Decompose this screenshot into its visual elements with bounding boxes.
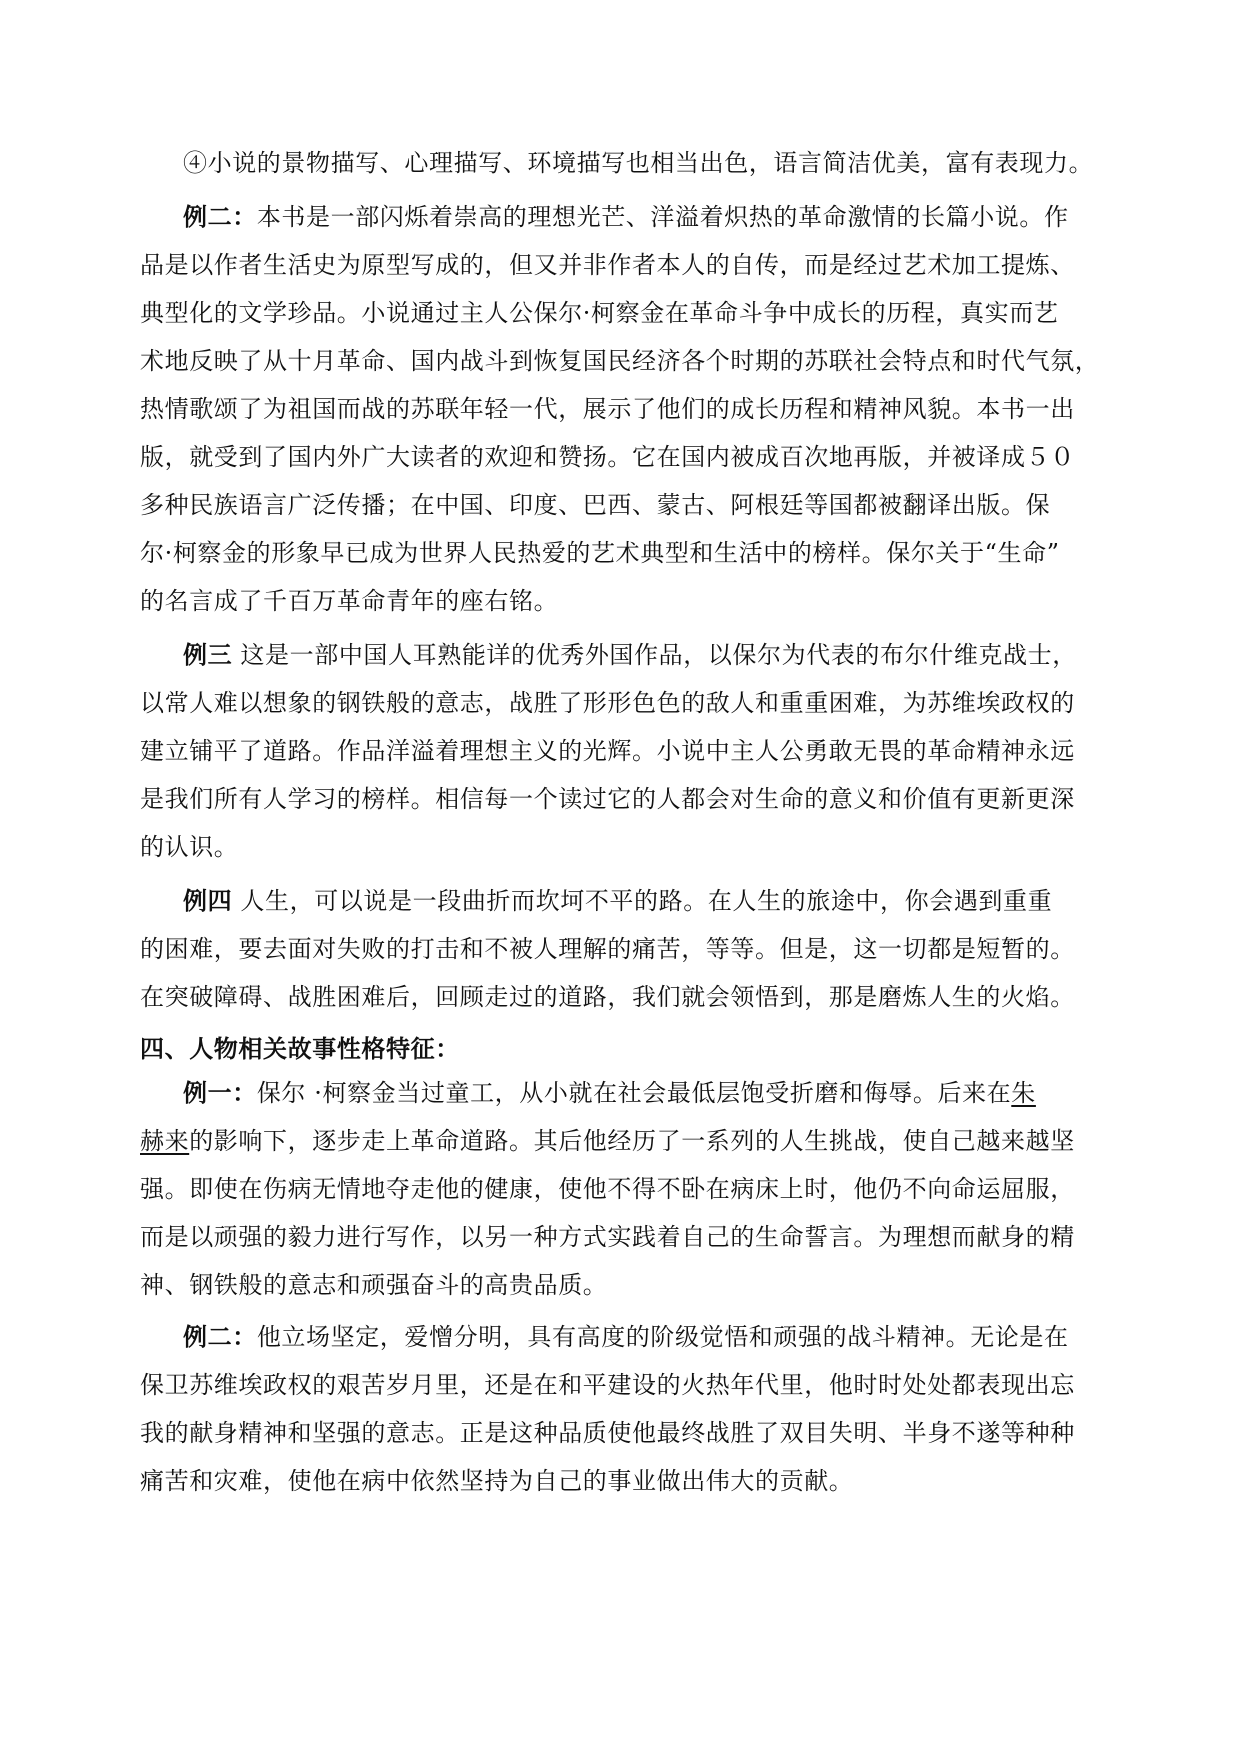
example2-line-5: 热情歌颂了为祖国而战的苏联年轻一代，展示了他们的成长历程和精神风貌。本书一出: [140, 395, 1075, 423]
example2-line-2: 品是以作者生活史为原型写成的，但又并非作者本人的自传，而是经过艺术加工提炼、: [140, 251, 1075, 279]
example2-line-4: 术地反映了从十月革命、国内战斗到恢复国民经济各个时期的苏联社会特点和时代气氛，: [140, 347, 1100, 375]
char-example1-line-4: 而是以顽强的毅力进行写作，以另一种方式实践着自己的生命誓言。为理想而献身的精: [140, 1223, 1075, 1251]
example2-line-8: 尔·柯察金的形象早已成为世界人民热爱的艺术典型和生活中的榜样。保尔关于“生命”: [140, 539, 1060, 567]
char-example2-label: 例二：: [183, 1322, 257, 1351]
example2-line-6: 版，就受到了国内外广大读者的欢迎和赞扬。它在国内被成百次地再版，并被译成５０: [140, 443, 1075, 471]
point4-line-1: ④小说的景物描写、心理描写、环境描写也相当出色，语言简洁优美，富有表现力。: [183, 149, 1094, 177]
char-example2-line-1: 例二：他立场坚定，爱憎分明，具有高度的阶级觉悟和顽强的战斗精神。无论是在: [183, 1322, 1069, 1351]
char-example1-line-5: 神、钢铁般的意志和顽强奋斗的高贵品质。: [140, 1271, 608, 1299]
example3-label: 例三: [183, 640, 233, 669]
example4-label: 例四: [183, 886, 233, 915]
example3-line-2: 以常人难以想象的钢铁般的意志，战胜了形形色色的敌人和重重困难，为苏维埃政权的: [140, 689, 1075, 717]
example3-line-3: 建立铺平了道路。作品洋溢着理想主义的光辉。小说中主人公勇敢无畏的革命精神永远: [140, 737, 1075, 765]
example4-line-1: 例四 人生，可以说是一段曲折而坎坷不平的路。在人生的旅途中，你会遇到重重: [183, 886, 1053, 915]
example3-line-1: 例三 这是一部中国人耳熟能详的优秀外国作品，以保尔为代表的布尔什维克战士，: [183, 640, 1077, 669]
char-example1-label: 例一：: [183, 1078, 257, 1107]
example2-line-7: 多种民族语言广泛传播；在中国、印度、巴西、蒙古、阿根廷等国都被翻译出版。保: [140, 491, 1051, 519]
example4-line-3: 在突破障碍、战胜困难后，回顾走过的道路，我们就会领悟到，那是磨炼人生的火焰。: [140, 983, 1075, 1011]
char-example2-line-4: 痛苦和灾难，使他在病中依然坚持为自己的事业做出伟大的贡献。: [140, 1467, 854, 1495]
char-example2-line-2: 保卫苏维埃政权的艰苦岁月里，还是在和平建设的火热年代里，他时时处处都表现出忘: [140, 1371, 1075, 1399]
example2-line-9: 的名言成了千百万革命青年的座右铭。: [140, 587, 559, 615]
char-example1-line-2: 赫来的影响下，逐步走上革命道路。其后他经历了一系列的人生挑战，使自己越来越坚: [140, 1127, 1075, 1155]
zhuhelai-link-part2: 赫来: [140, 1127, 190, 1155]
example3-line-4: 是我们所有人学习的榜样。相信每一个读过它的人都会对生命的意义和价值有更新更深: [140, 785, 1075, 813]
example2-label: 例二：: [183, 202, 257, 231]
example2-line-3: 典型化的文学珍品。小说通过主人公保尔·柯察金在革命斗争中成长的历程，真实而艺: [140, 299, 1059, 327]
example3-line-5: 的认识。: [140, 833, 239, 861]
char-example1-line-3: 强。即使在伤病无情地夺走他的健康，使他不得不卧在病床上时，他仍不向命运屈服，: [140, 1175, 1075, 1203]
example4-line-2: 的困难，要去面对失败的打击和不被人理解的痛苦，等等。但是，这一切都是短暂的。: [140, 935, 1075, 963]
zhuhelai-link-part1: 朱: [1011, 1079, 1036, 1107]
char-example1-line-1: 例一：保尔 ·柯察金当过童工，从小就在社会最低层饱受折磨和侮辱。后来在朱: [183, 1078, 1036, 1107]
section4-heading: 四、人物相关故事性格特征：: [140, 1034, 460, 1063]
char-example2-line-3: 我的献身精神和坚强的意志。正是这种品质使他最终战胜了双目失明、半身不遂等种种: [140, 1419, 1075, 1447]
example2-line-1: 例二：本书是一部闪烁着崇高的理想光芒、洋溢着炽热的革命激情的长篇小说。作: [183, 202, 1069, 231]
